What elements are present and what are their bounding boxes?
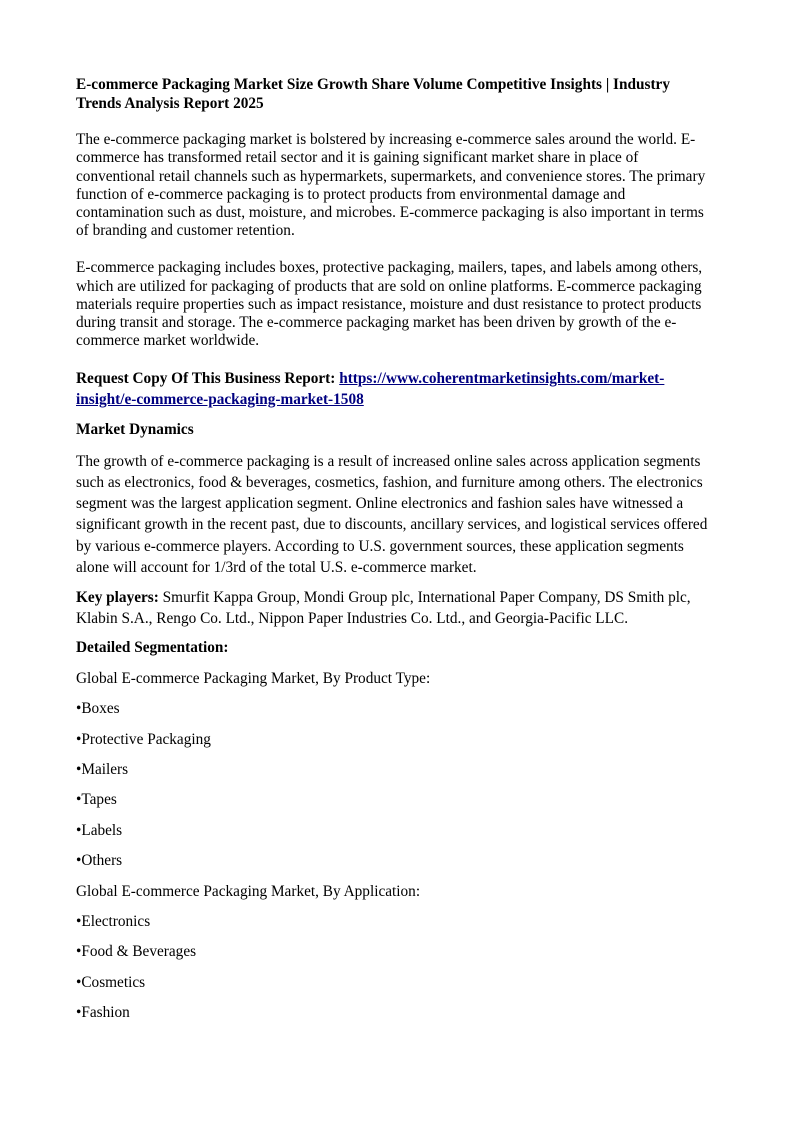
list-item: •Others: [76, 852, 123, 870]
list-item: •Protective Packaging: [76, 730, 211, 748]
list-item: •Boxes: [76, 700, 120, 718]
document-page: [76, 76, 716, 1033]
segmentation-heading: Detailed Segmentation:: [76, 639, 229, 657]
list-item: •Cosmetics: [76, 973, 146, 991]
report-link[interactable]: https://www.coherentmarketinsights.com/market-insight/e-commerce-packaging-market-1508: [76, 370, 665, 408]
market-dynamics-heading: Market Dynamics: [76, 421, 194, 439]
document-title: E-commerce Packaging Market Size Growth Share Volume Competitive Insights | Industry Trends Analysis Report 2025: [76, 76, 670, 112]
list-item: •Fashion: [76, 1004, 130, 1022]
application-heading: Global E-commerce Packaging Market, By Application:: [76, 882, 421, 900]
key-players-text: Smurfit Kappa Group, Mondi Group plc, International Paper Company, DS Smith plc, Klabin S.A., Rengo Co. Ltd., Nippon Paper Industries Co. Ltd., and Georgia-Pacific LLC.: [76, 588, 691, 628]
list-item: •Tapes: [76, 791, 117, 809]
list-item: •Food & Beverages: [76, 943, 197, 961]
list-item: •Labels: [76, 821, 123, 839]
market-dynamics-paragraph: The growth of e-commerce packaging is a result of increased online sales across application segments such as electronics, food & beverages, cosmetics, fashion, and furniture among others. The electronics segment was the largest application segment. Online electronics and fashion sales have witnessed a significant growth in the recent past, due to discounts, ancillary services, and logistical services offered by various e-commerce players. According to U.S. government sources, these application segments alone will account for 1/3rd of the total U.S. e-commerce market.: [76, 452, 708, 576]
product-type-heading: Global E-commerce Packaging Market, By Product Type:: [76, 669, 431, 687]
request-copy-label: Request Copy Of This Business Report:: [76, 370, 340, 388]
key-players-paragraph: [76, 587, 716, 629]
list-item: •Electronics: [76, 912, 151, 930]
intro-paragraph-1: The e-commerce packaging market is bolstered by increasing e-commerce sales around the world. E-commerce has transformed retail sector and it is gaining significant market share in place of conventional retail channels such as hypermarkets, supermarkets, and convenience stores. The primary function of e-commerce packaging is to protect products from environmental damage and contamination such as dust, moisture, and microbes. E-commerce packaging is also important in terms of branding and customer retention.: [76, 131, 706, 240]
key-players-label: Key players:: [76, 588, 159, 606]
request-copy-line: [76, 369, 716, 410]
intro-paragraph-2: E-commerce packaging includes boxes, protective packaging, mailers, tapes, and labels among others, which are utilized for packaging of products that are sold on online platforms. E-commerce packaging materials require properties such as impact resistance, moisture and dust resistance to protect products during transit and storage. The e-commerce packaging market has been driven by growth of the e-commerce market worldwide.: [76, 259, 703, 350]
list-item: •Mailers: [76, 760, 129, 778]
